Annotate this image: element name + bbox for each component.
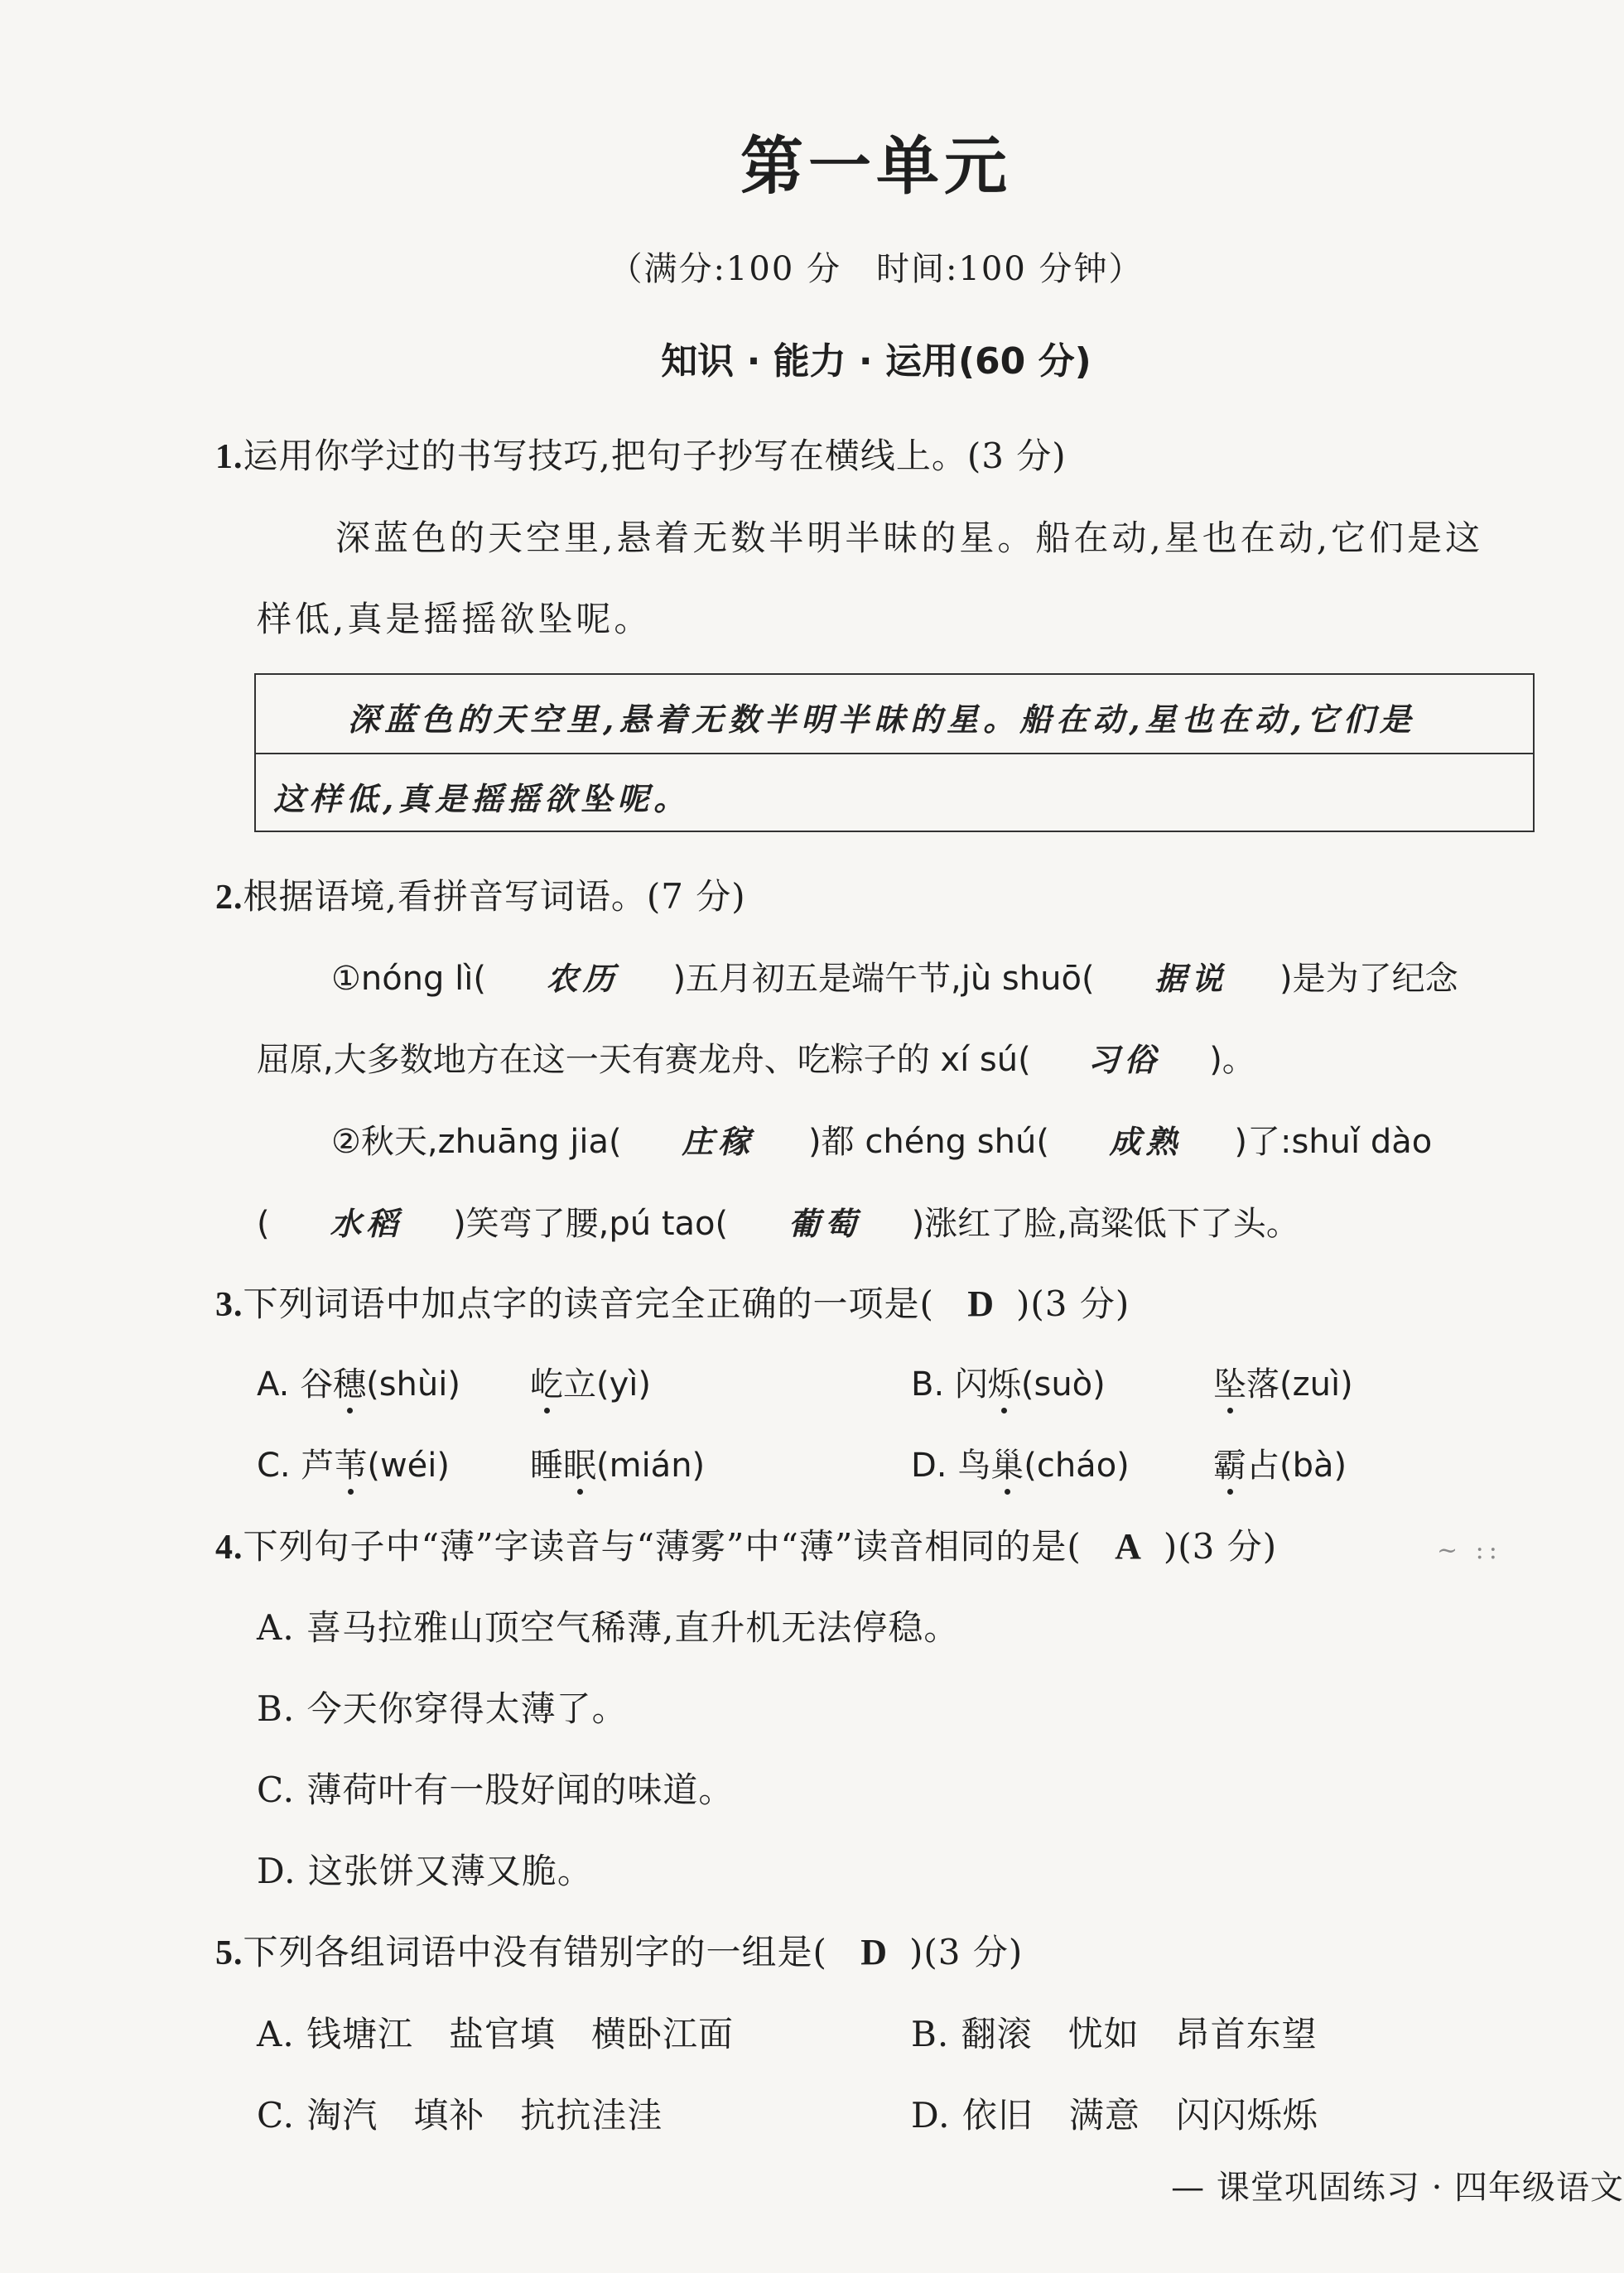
q1-handwritten-line-2: 这样低,真是摇摇欲坠呢。 xyxy=(273,780,691,817)
q3-option-d2 xyxy=(1213,1439,1347,1486)
q3-prompt-text: )(3 分) xyxy=(1016,1283,1130,1324)
q3-option-d1 xyxy=(911,1439,1130,1486)
q2-answer-putao: 葡萄 xyxy=(788,1205,861,1242)
score-time-info: （满分:100 分 时间:100 分钟） xyxy=(609,250,1144,288)
q3-option-text: (wéi) xyxy=(367,1447,451,1485)
q3-number: 3. xyxy=(215,1286,243,1324)
q3-option-text: 占(bà) xyxy=(1246,1447,1347,1485)
q2-answer-shuidao: 水稻 xyxy=(330,1205,403,1242)
q1-passage-line-1: 深蓝色的天空里,悬着无数半明半昧的星。船在动,星也在动,它们是这 xyxy=(335,518,1484,558)
q2-text: )笑弯了腰,pú tao( xyxy=(453,1205,729,1243)
q2-text: ①nóng lì( xyxy=(331,960,486,998)
q2-text: 屈原,大多数地方在这一天有赛龙舟、吃粽子的 xí sú( xyxy=(257,1041,1031,1079)
q3-prompt xyxy=(215,1277,1130,1327)
q2-text: )五月初五是端午节,jù shuō( xyxy=(672,960,1095,998)
margin-mark: ~ :: xyxy=(1437,1536,1502,1565)
q3-option-text: (shùi) xyxy=(366,1365,460,1404)
q3-option-a2 xyxy=(530,1358,651,1405)
q5-prompt xyxy=(215,1925,1023,1975)
q5-option-c: C. 淘汽 填补 抗抗洼洼 xyxy=(257,2095,663,2136)
q5-prompt-text: )(3 分) xyxy=(909,1932,1024,1972)
q3-option-text: B. 闪 xyxy=(911,1365,988,1404)
q1-handwritten-line-1: 深蓝色的天空里,悬着无数半明半昧的星。船在动,星也在动,它们是 xyxy=(348,701,1416,738)
q2-text: )涨红了脸,高粱低下了头。 xyxy=(911,1205,1299,1243)
q4-option-b: B. 今天你穿得太薄了。 xyxy=(257,1688,628,1729)
q2-number: 2. xyxy=(215,879,243,917)
q4-number: 4. xyxy=(215,1529,243,1567)
q2-text: )了:shuǐ dào xyxy=(1234,1123,1433,1161)
q2-text: ( xyxy=(257,1205,270,1243)
q2-prompt-text: 根据语境,看拼音写词语。(7 分) xyxy=(243,876,746,917)
q3-dotted-char: 霸 xyxy=(1213,1439,1246,1486)
q3-option-text: 落(zuì) xyxy=(1246,1365,1353,1404)
q2-answer-xisu: 习俗 xyxy=(1087,1041,1161,1078)
page-title: 第一单元 xyxy=(740,129,1012,203)
q1-prompt xyxy=(215,429,1067,479)
section-heading: 知识 · 能力 · 运用(60 分) xyxy=(661,340,1092,383)
q1-prompt-text: 运用你学过的书写技巧,把句子抄写在横线上。(3 分) xyxy=(243,436,1067,476)
q2-answer-chengshu: 成熟 xyxy=(1109,1123,1183,1160)
q3-dotted-char: 屹 xyxy=(530,1358,563,1405)
q3-option-text: (cháo) xyxy=(1024,1447,1130,1485)
q4-option-c: C. 薄荷叶有一股好闻的味道。 xyxy=(257,1770,735,1810)
q2-line-4 xyxy=(257,1197,1299,1245)
q2-answer-nongli: 农历 xyxy=(546,960,619,997)
q5-prompt-text: 下列各组词语中没有错别字的一组是( xyxy=(243,1932,827,1972)
q3-option-b2 xyxy=(1213,1358,1353,1405)
q2-answer-jushuo: 据说 xyxy=(1154,960,1228,997)
copy-box-divider xyxy=(256,753,1533,754)
q5-option-d: D. 依旧 满意 闪闪烁烁 xyxy=(911,2095,1318,2136)
q4-prompt-text: 下列句子中“薄”字读音与“薄雾”中“薄”读音相同的是( xyxy=(243,1526,1082,1567)
q3-option-text: 睡 xyxy=(530,1447,563,1485)
q3-dotted-char: 苇 xyxy=(334,1439,367,1486)
q2-text: ②秋天,zhuāng jia( xyxy=(331,1123,622,1161)
q5-option-a: A. 钱塘江 盐官填 横卧江面 xyxy=(257,2014,735,2054)
q4-prompt-text: )(3 分) xyxy=(1163,1526,1278,1567)
q3-option-text: A. 谷 xyxy=(257,1365,334,1404)
q3-option-text: D. 鸟 xyxy=(911,1447,991,1485)
q3-answer: D xyxy=(967,1283,995,1324)
q3-option-text: 立(yì) xyxy=(563,1365,651,1404)
q3-dotted-char: 烁 xyxy=(988,1358,1021,1405)
q4-prompt xyxy=(215,1519,1277,1569)
q3-option-text: (suò) xyxy=(1020,1365,1106,1404)
q3-option-c1 xyxy=(257,1439,450,1486)
q3-dotted-char: 坠 xyxy=(1213,1358,1246,1405)
q2-answer-zhuangjia: 庄稼 xyxy=(682,1123,755,1160)
q2-line-1 xyxy=(331,952,1458,999)
q2-text: )。 xyxy=(1209,1041,1255,1079)
q2-text: )都 chéng shú( xyxy=(808,1123,1049,1161)
q5-answer: D xyxy=(860,1932,889,1972)
q3-option-c2 xyxy=(530,1439,705,1486)
q2-text: )是为了纪念 xyxy=(1279,960,1458,998)
q3-dotted-char: 穗 xyxy=(333,1358,366,1405)
q3-option-text: C. 芦 xyxy=(257,1447,335,1485)
q3-option-text: (mián) xyxy=(596,1447,706,1485)
q3-prompt-text: 下列词语中加点字的读音完全正确的一项是( xyxy=(243,1283,934,1324)
q5-option-b: B. 翻滚 忧如 昂首东望 xyxy=(911,2014,1318,2054)
q2-prompt xyxy=(215,869,746,919)
q3-option-a1 xyxy=(257,1358,460,1405)
q4-answer: A xyxy=(1115,1526,1142,1567)
q2-line-2 xyxy=(257,1033,1255,1081)
q4-option-d: D. 这张饼又薄又脆。 xyxy=(257,1851,593,1891)
q1-passage-line-2: 样低,真是摇摇欲坠呢。 xyxy=(257,599,653,639)
q5-number: 5. xyxy=(215,1934,243,1972)
q2-line-3 xyxy=(331,1115,1432,1163)
q3-dotted-char: 眠 xyxy=(563,1439,596,1486)
page-footer: — 课堂巩固练习 · 四年级语文 xyxy=(1171,2169,1624,2207)
q3-option-b1 xyxy=(911,1358,1106,1405)
q3-dotted-char: 巢 xyxy=(990,1439,1024,1486)
q1-number: 1. xyxy=(215,438,243,476)
q4-option-a: A. 喜马拉雅山顶空气稀薄,直升机无法停稳。 xyxy=(257,1607,960,1648)
